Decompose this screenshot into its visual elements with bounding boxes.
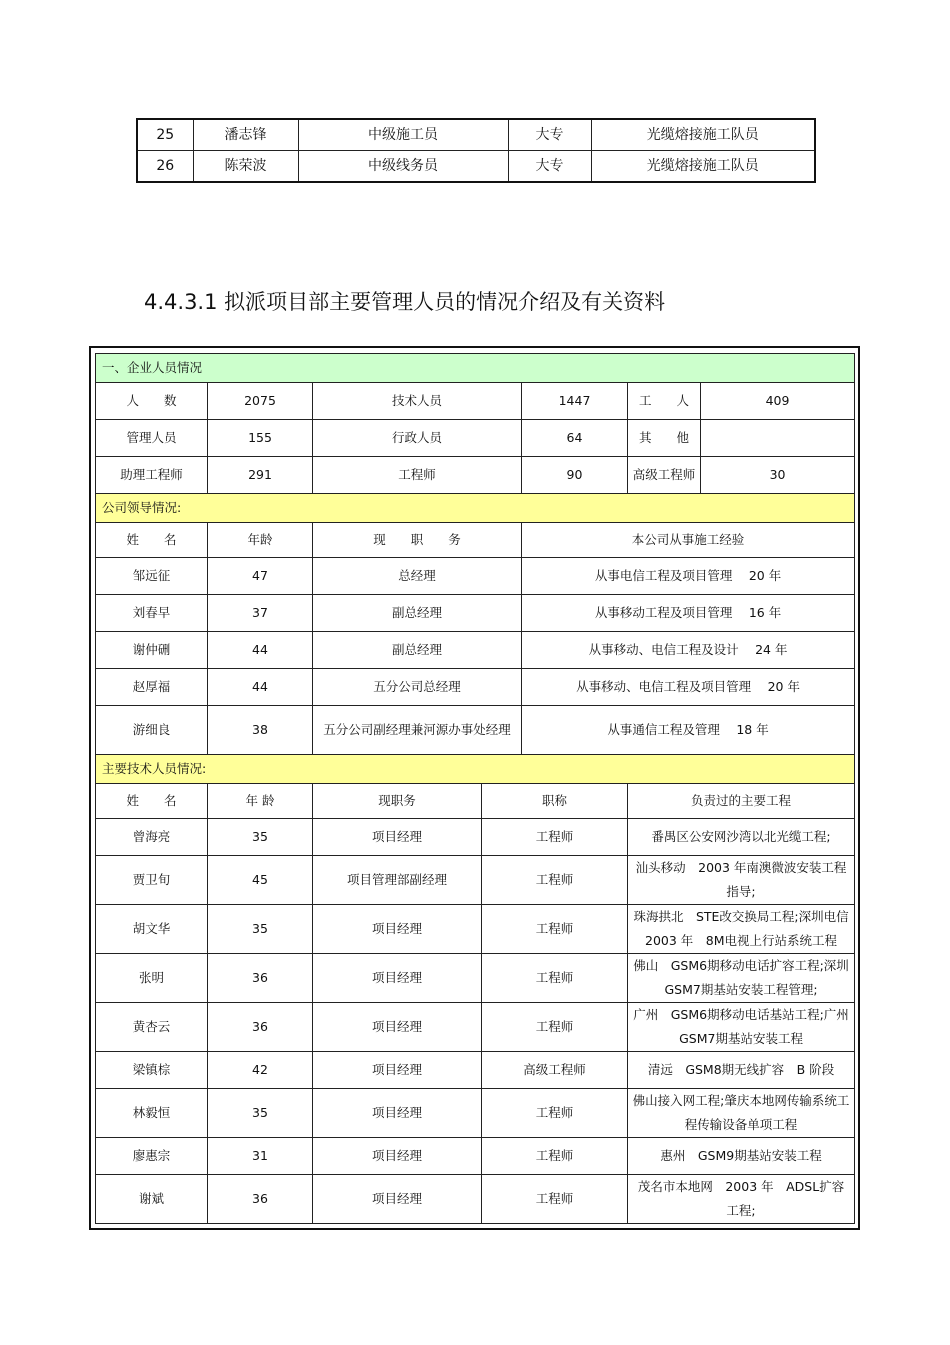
column-header: 年 龄 [208,784,313,819]
leader-name: 赵厚福 [96,669,208,706]
tech-age: 35 [208,1089,313,1138]
staff-list-table [136,118,816,183]
leader-position: 五分公司总经理 [313,669,522,706]
table-row [96,383,855,420]
column-header: 负责过的主要工程 [628,784,855,819]
leader-name: 刘春早 [96,595,208,632]
tech-title: 工程师 [482,905,628,954]
table-header-row [96,523,855,558]
tech-name: 胡文华 [96,905,208,954]
leader-name: 游细良 [96,706,208,755]
column-header: 本公司从事施工经验 [522,523,855,558]
tech-position: 项目经理 [313,1138,482,1175]
tech-title: 工程师 [482,954,628,1003]
tech-projects: 惠州 GSM9期基站安装工程 [628,1138,855,1175]
stat-value: 30 [701,457,855,494]
table-row [96,706,855,755]
staff-name: 陈荣波 [193,151,298,183]
tech-projects: 珠海拱北 STE改交换局工程;深圳电信 2003 年 8M电视上行站系统工程 [628,905,855,954]
leader-age: 44 [208,669,313,706]
tech-name: 贾卫旬 [96,856,208,905]
staff-title: 中级施工员 [298,119,508,151]
tech-title: 工程师 [482,1089,628,1138]
leader-experience: 从事通信工程及管理 18 年 [522,706,855,755]
tech-title: 高级工程师 [482,1052,628,1089]
tech-projects: 广州 GSM6期移动电话基站工程;广州 GSM7期基站安装工程 [628,1003,855,1052]
tech-position: 项目经理 [313,1003,482,1052]
tech-age: 35 [208,905,313,954]
tech-age: 31 [208,1138,313,1175]
tech-title: 工程师 [482,1138,628,1175]
table-row [96,905,855,954]
tech-age: 36 [208,954,313,1003]
table-row [96,1089,855,1138]
table-row [137,119,815,151]
tech-name: 梁镇棕 [96,1052,208,1089]
staff-role: 光缆熔接施工队员 [591,151,815,183]
stat-label: 助理工程师 [96,457,208,494]
stat-label: 其 他 [628,420,701,457]
staff-education: 大专 [508,151,591,183]
section-title-technical: 主要技术人员情况: [96,755,855,784]
column-header: 姓 名 [96,523,208,558]
leader-position: 副总经理 [313,632,522,669]
table-row [96,856,855,905]
tech-title: 工程师 [482,856,628,905]
table-row [96,595,855,632]
stat-label: 工程师 [313,457,522,494]
stat-label: 人 数 [96,383,208,420]
column-header: 现 职 务 [313,523,522,558]
table-row [96,954,855,1003]
table-row [96,457,855,494]
tech-age: 35 [208,819,313,856]
leader-age: 44 [208,632,313,669]
stat-value: 64 [522,420,628,457]
stat-label: 技术人员 [313,383,522,420]
tech-name: 林毅恒 [96,1089,208,1138]
tech-position: 项目经理 [313,1089,482,1138]
tech-projects: 番禺区公安网沙湾以北光缆工程; [628,819,855,856]
staff-education: 大专 [508,119,591,151]
tech-title: 工程师 [482,1175,628,1224]
tech-age: 36 [208,1003,313,1052]
table-header-row [96,784,855,819]
staff-title: 中级线务员 [298,151,508,183]
stat-label: 高级工程师 [628,457,701,494]
stat-label: 行政人员 [313,420,522,457]
table-row [96,1003,855,1052]
leader-name: 邹远征 [96,558,208,595]
staff-no: 25 [137,119,193,151]
tech-age: 45 [208,856,313,905]
tech-projects: 清远 GSM8期无线扩容 B 阶段 [628,1052,855,1089]
column-header: 职称 [482,784,628,819]
tech-name: 廖惠宗 [96,1138,208,1175]
column-header: 年龄 [208,523,313,558]
stat-value: 90 [522,457,628,494]
column-header: 姓 名 [96,784,208,819]
tech-name: 张明 [96,954,208,1003]
tech-position: 项目经理 [313,954,482,1003]
tech-age: 36 [208,1175,313,1224]
leader-name: 谢仲硎 [96,632,208,669]
leader-position: 总经理 [313,558,522,595]
stat-label: 工 人 [628,383,701,420]
leader-position: 副总经理 [313,595,522,632]
tech-projects: 汕头移动 2003 年南澳微波安装工程指导; [628,856,855,905]
stat-value: 155 [208,420,313,457]
tech-name: 曾海亮 [96,819,208,856]
tech-projects: 佛山接入网工程;肇庆本地网传输系统工程传输设备单项工程 [628,1089,855,1138]
leader-age: 38 [208,706,313,755]
stat-label: 管理人员 [96,420,208,457]
table-row [96,819,855,856]
leader-age: 37 [208,595,313,632]
tech-title: 工程师 [482,819,628,856]
tech-position: 项目经理 [313,819,482,856]
tech-title: 工程师 [482,1003,628,1052]
column-header: 现职务 [313,784,482,819]
tech-position: 项目经理 [313,1052,482,1089]
section-title-leaders: 公司领导情况: [96,494,855,523]
leader-experience: 从事移动、电信工程及项目管理 20 年 [522,669,855,706]
table-row [96,632,855,669]
table-row [96,558,855,595]
section-row-enterprise [96,354,855,383]
tech-projects: 佛山 GSM6期移动电话扩容工程;深圳 GSM7期基站安装工程管理; [628,954,855,1003]
stat-value: 409 [701,383,855,420]
staff-name: 潘志锋 [193,119,298,151]
tech-position: 项目管理部副经理 [313,856,482,905]
leader-position: 五分公司副经理兼河源办事处经理 [313,706,522,755]
table-row [96,1052,855,1089]
tech-position: 项目经理 [313,905,482,954]
section-heading: 4.4.3.1 拟派项目部主要管理人员的情况介绍及有关资料 [144,290,666,314]
staff-no: 26 [137,151,193,183]
stat-value: 2075 [208,383,313,420]
personnel-table [95,353,855,1224]
section-row-technical [96,755,855,784]
table-row [137,151,815,183]
table-row [96,420,855,457]
table-row [96,669,855,706]
leader-age: 47 [208,558,313,595]
section-row-leaders [96,494,855,523]
tech-position: 项目经理 [313,1175,482,1224]
tech-name: 谢斌 [96,1175,208,1224]
stat-value: 291 [208,457,313,494]
section-title-enterprise: 一、企业人员情况 [96,354,855,383]
tech-projects: 茂名市本地网 2003 年 ADSL扩容工程; [628,1175,855,1224]
leader-experience: 从事移动、电信工程及设计 24 年 [522,632,855,669]
stat-value: 1447 [522,383,628,420]
leader-experience: 从事移动工程及项目管理 16 年 [522,595,855,632]
table-row [96,1138,855,1175]
staff-role: 光缆熔接施工队员 [591,119,815,151]
stat-value [701,420,855,457]
tech-name: 黄杏云 [96,1003,208,1052]
table-row [96,1175,855,1224]
tech-age: 42 [208,1052,313,1089]
leader-experience: 从事电信工程及项目管理 20 年 [522,558,855,595]
